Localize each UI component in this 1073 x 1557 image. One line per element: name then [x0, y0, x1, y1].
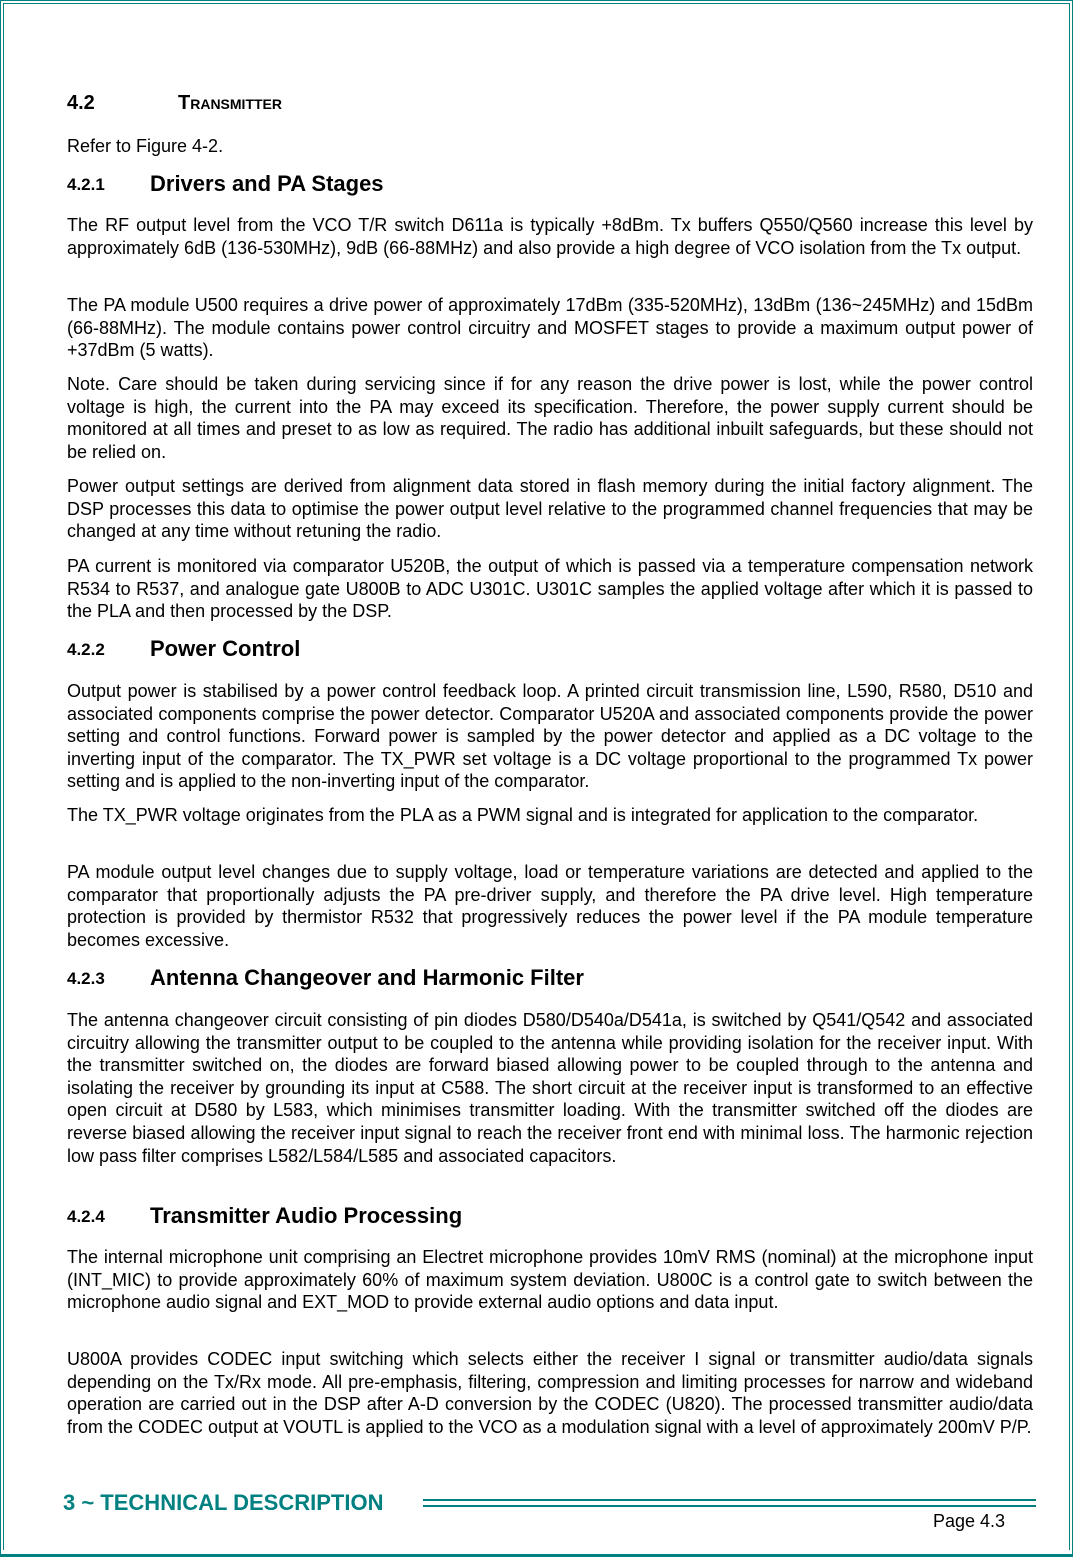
subsection-heading	[67, 965, 584, 990]
paragraph: PA current is monitored via comparator U520B, the output of which is passed via a temperature compensation network R534 to R537, and analogue gate U800B to ADC U301C. U301C samples the applied voltage after which it is passed to the PLA and then processed by the DSP.	[67, 556, 1033, 622]
paragraph: Power output settings are derived from alignment data stored in flash memory during the initial factory alignment. The DSP processes this data to optimise the power output level relative to the programmed channel frequencies that may be changed at any time without retuning the radio.	[67, 476, 1033, 542]
paragraph: U800A provides CODEC input switching which selects either the receiver I signal or transmitter audio/data signals depending on the Tx/Rx mode. All pre-emphasis, filtering, compression and limiting processes for narrow and wideband operation are carried out in the DSP after A-D conversion by the CODEC (U820). The processed transmitter audio/data from the CODEC output at VOUTL is applied to the VCO as a modulation signal with a level of approximately 200mV P/P.	[67, 1349, 1033, 1437]
section-number: 4.2	[67, 92, 95, 114]
paragraph: The internal microphone unit comprising an Electret microphone provides 10mV RMS (nominal) at the microphone input (INT_MIC) to provide approximately 60% of maximum system deviation. U800C is a control gate to switch between the microphone audio signal and EXT_MOD to provide external audio options and data input.	[67, 1247, 1033, 1313]
footer-chapter-title: 3 ~ TECHNICAL DESCRIPTION	[63, 1490, 384, 1515]
subsection-number: 4.2.1	[67, 175, 105, 194]
subsection-heading	[67, 636, 301, 661]
footer-rule	[423, 1499, 1036, 1501]
subsection-title: Antenna Changeover and Harmonic Filter	[150, 965, 584, 990]
subsection-heading	[67, 171, 384, 196]
page-number: Page 4.3	[933, 1511, 1006, 1531]
footer-rule	[423, 1505, 1036, 1507]
subsection-number: 4.2.3	[67, 969, 105, 988]
intro-text: Refer to Figure 4-2.	[67, 136, 224, 156]
paragraph: The TX_PWR voltage originates from the PLA as a PWM signal and is integrated for application to the comparator.	[67, 805, 979, 825]
section-title: Transmitter	[178, 92, 282, 114]
paragraph: The RF output level from the VCO T/R switch D611a is typically +8dBm. Tx buffers Q550/Q560 increase this level by approximately 6dB (136-530MHz), 9dB (66-88MHz) and also provide a high degree of VCO isolation from the Tx output.	[67, 215, 1033, 258]
subsection-heading	[67, 1203, 463, 1228]
subsection-title: Transmitter Audio Processing	[150, 1203, 463, 1228]
subsection-title: Drivers and PA Stages	[150, 171, 384, 196]
paragraph: Output power is stabilised by a power control feedback loop. A printed circuit transmission line, L590, R580, D510 and associated components comprise the power detector. Comparator U520A and associated components provide the power setting and control functions. Forward power is sampled by the power detector and applied as a DC voltage to the inverting input of the comparator. The TX_PWR set voltage is a DC voltage proportional to the programmed Tx power setting and is applied to the non-inverting input of the comparator.	[67, 681, 1033, 792]
paragraph: PA module output level changes due to supply voltage, load or temperature variations are detected and applied to the comparator that proportionally adjusts the PA pre-driver supply, and therefore the PA drive level. High temperature protection is provided by thermistor R532 that progressively reduces the power level if the PA module temperature becomes excessive.	[67, 862, 1033, 950]
paragraph: The PA module U500 requires a drive power of approximately 17dBm (335-520MHz), 13dBm (136~245MHz) and 15dBm (66-88MHz). The module contains power control circuitry and MOSFET stages to provide a maximum output power of +37dBm (5 watts).	[67, 295, 1033, 361]
subsection-title: Power Control	[150, 636, 301, 661]
subsection-number: 4.2.4	[67, 1207, 105, 1226]
subsection-number: 4.2.2	[67, 640, 105, 659]
paragraph: Note. Care should be taken during servicing since if for any reason the drive power is lost, while the power control voltage is high, the current into the PA may exceed its specification. Therefore, the power supply current should be monitored at all times and preset to as low as required. The radio has additional inbuilt safeguards, but these should not be relied on.	[67, 374, 1033, 462]
paragraph: The antenna changeover circuit consisting of pin diodes D580/D540a/D541a, is switched by Q541/Q542 and associated circuitry allowing the transmitter output to be coupled to the antenna while providing isolation for the receiver input. With the transmitter switched on, the diodes are forward biased allowing power to be coupled through to the antenna and isolating the receiver by grounding its input at C588. The short circuit at the receiver input is transformed to an effective open circuit at D580 by L583, which minimises transmitter loading. With the transmitter switched off the diodes are reverse biased allowing the receiver input signal to reach the receiver front end with minimal loss. The harmonic rejection low pass filter comprises L582/L584/L585 and associated capacitors.	[67, 1010, 1033, 1166]
section-heading	[67, 92, 282, 115]
